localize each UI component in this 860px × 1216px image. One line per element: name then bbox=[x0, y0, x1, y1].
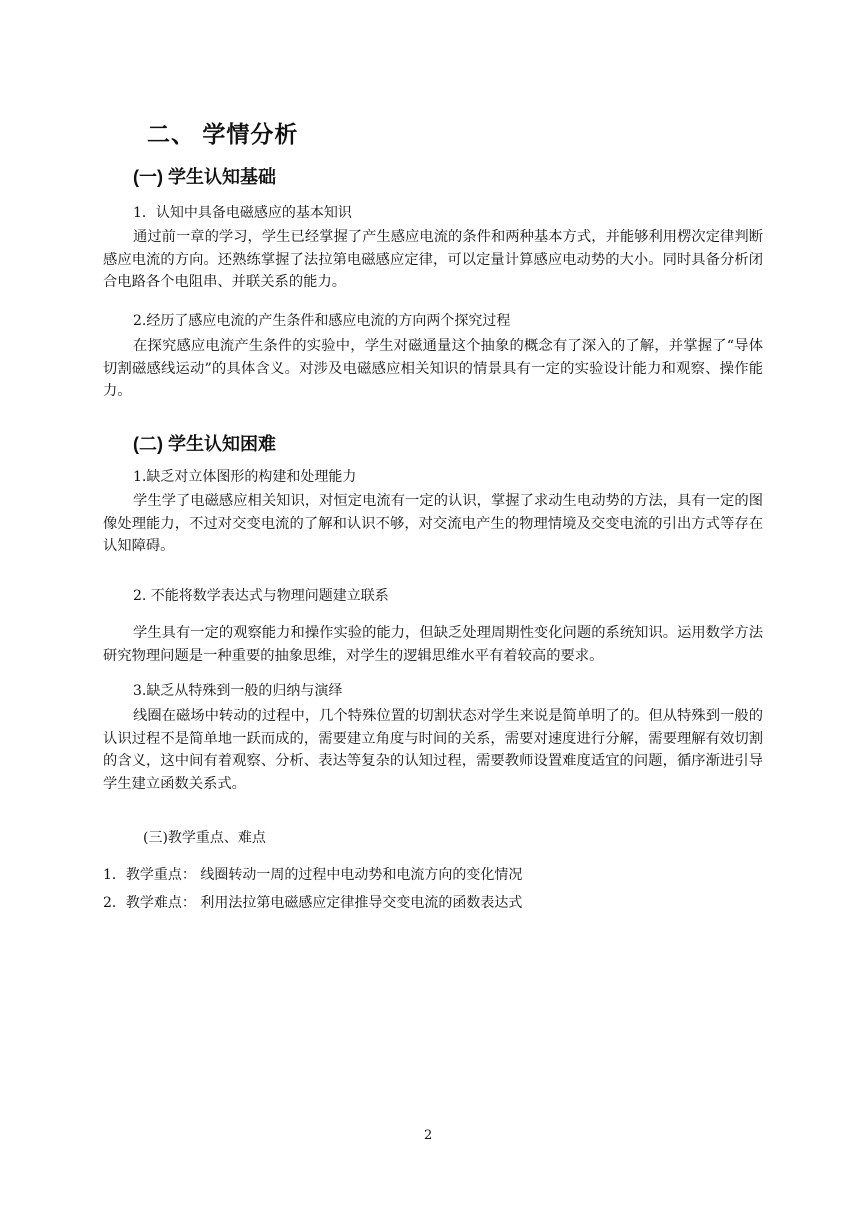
paragraph-text: 通过前一章的学习，学生已经掌握了产生感应电流的条件和两种基本方式，并能够利用楞次定律判断感应电流的方向。还熟练掌握了法拉第电磁感应定律，可以定量计算感应电动势的大小。同时具备分析闭合电路各个电阻串、并联关系的能力。 bbox=[103, 229, 763, 290]
basis-item-2-title: 2.经历了感应电流的产生条件和感应电流的方向两个探究过程 bbox=[133, 313, 511, 329]
heading-cognitive-basis: (一) 学生认知基础 bbox=[133, 167, 276, 187]
difficulty-item-1-title: 1.缺乏对立体图形的构建和处理能力 bbox=[133, 469, 357, 485]
basis-item-2-text bbox=[103, 335, 763, 403]
heading-cognitive-difficulties: (二) 学生认知困难 bbox=[133, 434, 276, 454]
section-title: 二、 学情分析 bbox=[147, 121, 299, 147]
difficulty-item-2-title: 2. 不能将数学表达式与物理问题建立联系 bbox=[133, 588, 389, 604]
basis-item-1-text bbox=[103, 226, 763, 294]
difficulty-item-3-text bbox=[103, 705, 763, 795]
heading-key-points: (三)教学重点、难点 bbox=[143, 830, 266, 846]
page-number: 2 bbox=[424, 1128, 433, 1143]
paragraph-text: 线圈在磁场中转动的过程中，几个特殊位置的切割状态对学生来说是简单明了的。但从特殊到一般的认识过程不是简单地一跃而成的，需要建立角度与时间的关系，需要对速度进行分解，需要理解有效切割的含义，这中间有着观察、分析、表达等复杂的认知过程，需要教师设置难度适宜的问题，循序渐进引导学生建立函数关系式。 bbox=[103, 708, 763, 792]
difficulty-item-2-text bbox=[103, 622, 763, 667]
paragraph-text: 学生具有一定的观察能力和操作实验的能力，但缺乏处理周期性变化问题的系统知识。运用数学方法研究物理问题是一种重要的抽象思维，对学生的逻辑思维水平有着较高的要求。 bbox=[103, 625, 763, 664]
difficulty-item-3-title: 3.缺乏从特殊到一般的归纳与演绎 bbox=[133, 683, 343, 699]
difficulty-item-1-text bbox=[103, 490, 763, 558]
basis-item-1-title: 1．认知中具备电磁感应的基本知识 bbox=[133, 205, 352, 221]
teaching-difficulty: 2．教学难点： 利用法拉第电磁感应定律推导交变电流的函数表达式 bbox=[103, 895, 523, 911]
paragraph-text: 在探究感应电流产生条件的实验中，学生对磁通量这个抽象的概念有了深入的了解，并掌握了“导体切割磁感线运动”的具体含义。对涉及电磁感应相关知识的情景具有一定的实验设计能力和观察、操作能力。 bbox=[103, 338, 763, 399]
paragraph-text: 学生学了电磁感应相关知识，对恒定电流有一定的认识，掌握了求动生电动势的方法，具有一定的图像处理能力，不过对交变电流的了解和认识不够，对交流电产生的物理情境及交变电流的引出方式等存在认知障碍。 bbox=[103, 493, 763, 554]
teaching-key-point: 1．教学重点： 线圈转动一周的过程中电动势和电流方向的变化情况 bbox=[103, 867, 523, 883]
